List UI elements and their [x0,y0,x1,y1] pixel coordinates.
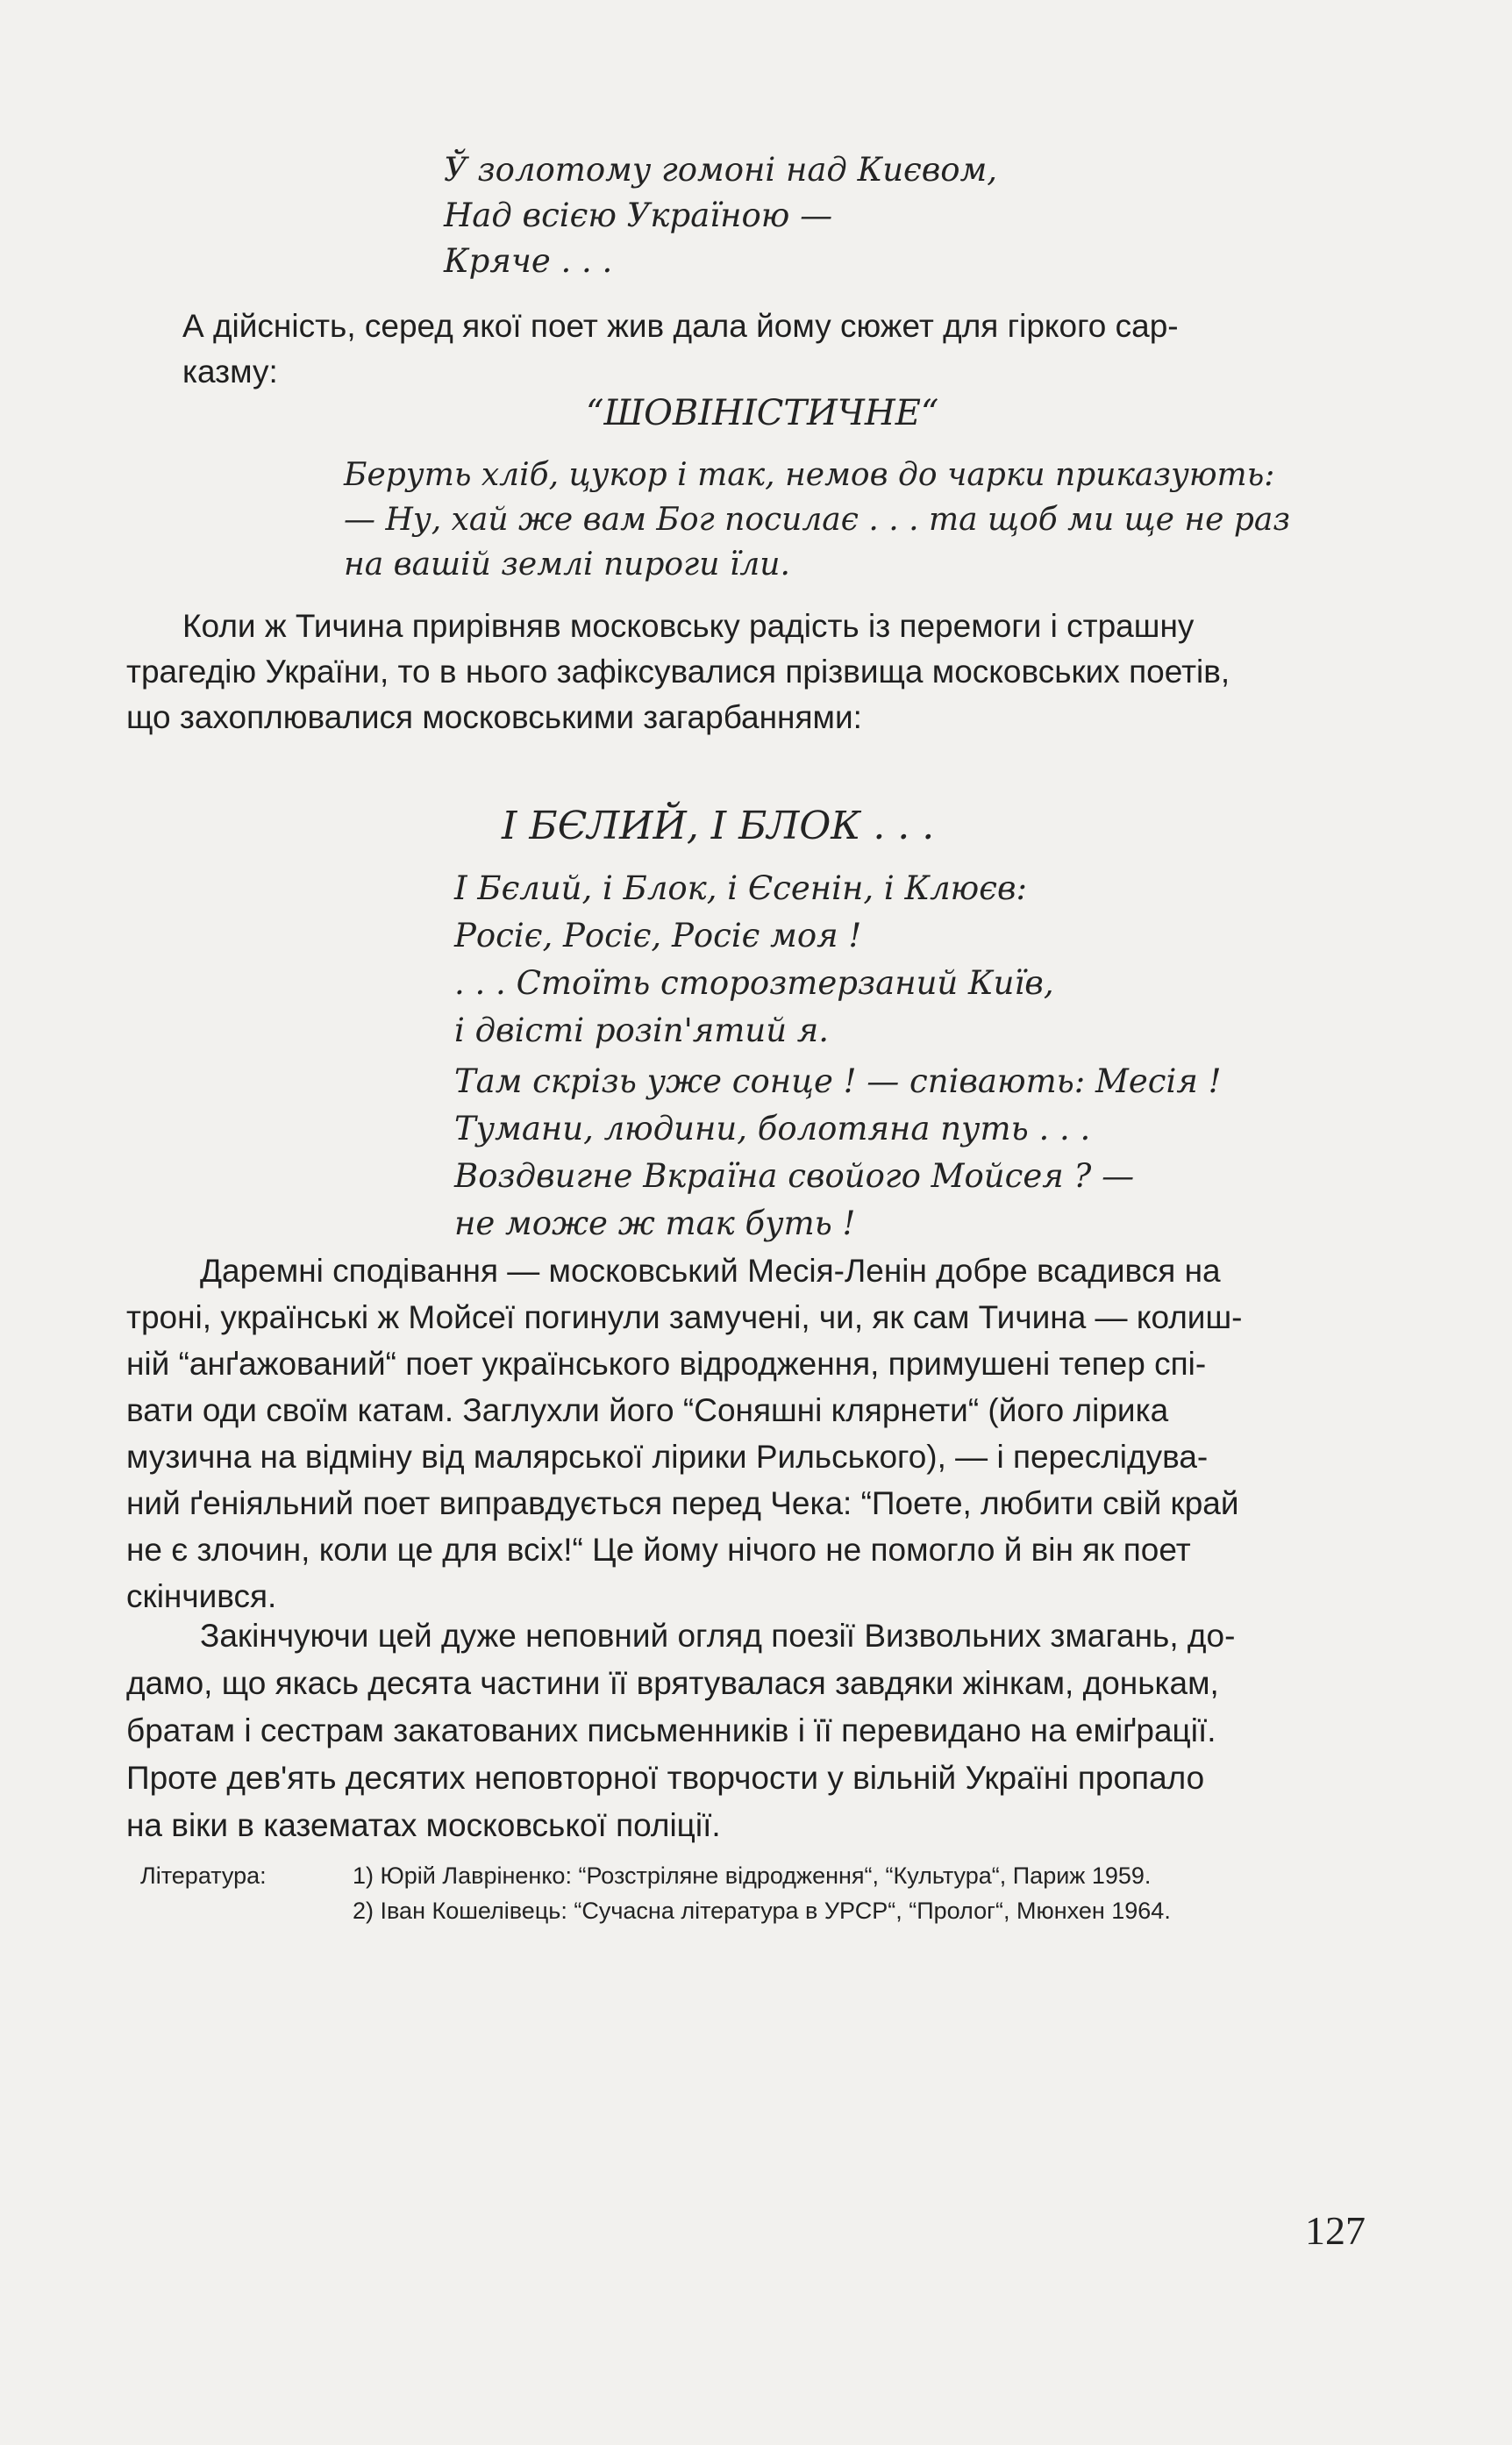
text-line: музична на відміну від малярської лірики Рильського), — і переслідува- [126,1439,1209,1475]
literature-label: Література: [140,1862,267,1889]
verse-line: . . . Стоїть сторозтерзаний Київ, [454,964,1054,1002]
text-line: ній “анґажований“ поет українського відродження, примушені тепер спі- [126,1346,1207,1382]
poem-title-chauvinistic: “ШОВІНІСТИЧНЕ“ [586,393,939,433]
text-line: ний ґеніяльний поет виправдується перед Чека: “Поете, любити свій край [126,1485,1239,1521]
verse-line: Росіє, Росіє, Росіє моя ! [454,917,862,954]
poem-fragment-kyiv [444,147,997,284]
text-line: братам і сестрам закатованих письменників і її перевидано на еміґрації. [126,1712,1216,1748]
paragraph-vain-hopes [126,1248,1389,1619]
verse-line: Ў золотому гомоні над Києвом, [444,151,998,189]
verse-line: — Ну, хай же вам Бог посилає . . . та щоб ми ще не раз [344,502,1291,538]
text-line: вати оди своїм катам. Заглухли його “Соняшні клярнети“ (його лірика [126,1392,1169,1428]
verse-line: Кряче . . . [444,242,613,280]
paragraph-tychyna-comparison [126,604,1385,740]
text-line: не є злочин, коли це для всіх!“ Це йому нічого не помогло й він як поет [126,1532,1191,1568]
text-line: що захоплювалися московськими загарбаннями: [126,699,862,735]
text-line: Коли ж Тичина прирівняв московську радість із перемоги і страшну [182,608,1195,644]
literature-item: 1) Юрій Лавріненко: “Розстріляне відродження“, “Культура“, Париж 1959. [353,1862,1152,1889]
verse-line: І Бєлий, і Блок, і Єсенін, і Клюєв: [454,869,1027,907]
text-line: Даремні сподівання — московський Месія-Ленін добре всадився на [200,1253,1221,1289]
poem-title-bely-blok: І БЄЛИЙ, І БЛОК . . . [502,804,935,848]
paragraph-reality [182,304,1380,395]
poem-bely-blok-stanza-1 [454,865,1054,1054]
verse-line: і двісті розіп'ятий я. [454,1012,830,1049]
verse-line: Там скрізь уже сонце ! — співають: Месія ! [454,1062,1222,1100]
text-line: скінчився. [126,1578,277,1614]
text-line: трагедію України, то в нього зафіксувалися прізвища московських поетів, [126,654,1230,690]
text-line: на віки в казематах московської поліції. [126,1807,721,1843]
verse-line: не може ж так буть ! [454,1205,856,1242]
text-line: казму: [182,354,278,390]
text-line: троні, українські ж Мойсеї погинули замучені, чи, як сам Тичина — колиш- [126,1299,1243,1335]
text-line: дамо, що якась десята частини її врятувалася завдяки жінкам, донькам, [126,1665,1219,1701]
text-line: А дійсність, серед якої поет жив дала йому сюжет для гіркого сар- [182,308,1179,344]
text-line: Проте дев'ять десятих неповторної творчости у вільній Україні пропало [126,1760,1205,1796]
poem-chauvinistic [344,453,1290,587]
literature-item: 2) Іван Кошелівець: “Сучасна література в УРСР“, “Пролог“, Мюнхен 1964. [353,1898,1171,1924]
text-line: Закінчуючи цей дуже неповний огляд поезії Визвольних змагань, до- [200,1618,1236,1654]
verse-line: Над всією Україною — [444,197,833,234]
paragraph-conclusion [126,1612,1389,1849]
poem-bely-blok-stanza-2 [454,1058,1222,1248]
verse-line: Воздвигне Вкраїна свойого Мойсея ? — [454,1157,1135,1195]
page-number: 127 [1305,2208,1366,2253]
verse-line: Тумани, людини, болотяна путь . . . [454,1110,1091,1147]
verse-line: на вашій землі пироги їли. [344,547,790,583]
verse-line: Беруть хліб, цукор і так, немов до чарки приказують: [344,457,1275,493]
